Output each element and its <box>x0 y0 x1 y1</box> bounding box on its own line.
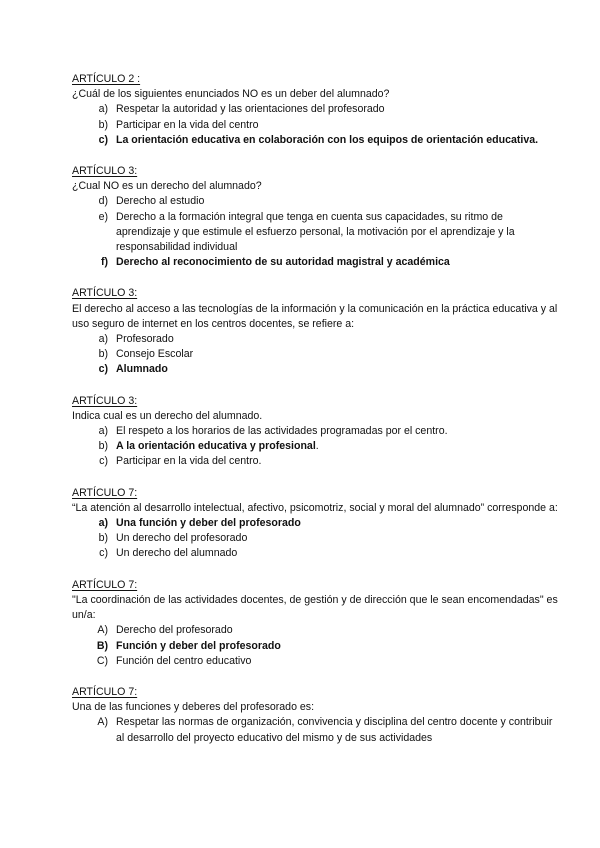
option-marker: a) <box>98 333 108 346</box>
option-item <box>90 347 560 362</box>
question-stem: ¿Cual NO es un derecho del alumnado? <box>72 180 262 193</box>
option-list <box>72 516 560 562</box>
option-item <box>90 194 560 209</box>
option-list <box>72 715 560 745</box>
option-marker: a) <box>98 103 108 116</box>
article-heading: ARTÍCULO 3: <box>72 287 138 300</box>
option-item <box>90 210 560 256</box>
option-item <box>90 102 560 117</box>
question-6 <box>72 578 560 669</box>
option-text: Un derecho del alumnado <box>116 547 238 560</box>
option-item <box>90 424 560 439</box>
option-text: Respetar las normas de organización, convivencia y disciplina del centro docente y contribuir al desarrollo del proyecto educativo del mismo y de sus actividades <box>116 716 553 744</box>
option-text: Una función y deber del profesorado <box>116 517 301 530</box>
option-marker: C) <box>96 654 108 667</box>
question-stem: Una de las funciones y deberes del profesorado es: <box>72 701 315 714</box>
option-text: El respeto a los horarios de las actividades programadas por el centro. <box>116 425 448 438</box>
option-text: Participar en la vida del centro <box>116 118 259 131</box>
question-stem: El derecho al acceso a las tecnologías de la información y la comunicación en la práctica educativa y al uso seguro de internet en los centros docentes, se refiere a: <box>72 302 558 330</box>
option-marker: A) <box>97 624 108 637</box>
option-list <box>72 194 560 270</box>
option-text: Función del centro educativo <box>116 654 252 667</box>
option-list <box>72 332 560 378</box>
option-item <box>90 454 560 469</box>
option-marker: a) <box>98 425 108 438</box>
option-marker: d) <box>98 195 108 208</box>
option-marker: A) <box>97 716 108 729</box>
option-item-correct <box>90 639 560 654</box>
option-list <box>72 623 560 669</box>
option-item-correct <box>90 516 560 531</box>
option-text: Derecho al estudio <box>116 195 205 208</box>
option-text: Un derecho del profesorado <box>116 532 248 545</box>
question-4 <box>72 394 560 470</box>
option-item <box>90 623 560 638</box>
option-item <box>90 546 560 561</box>
option-marker: e) <box>98 210 108 223</box>
question-5 <box>72 486 560 562</box>
option-text: La orientación educativa en colaboración con los equipos de orientación educativa. <box>116 133 539 146</box>
article-heading: ARTÍCULO 2 : <box>72 73 141 85</box>
option-item-correct <box>90 255 560 270</box>
option-text-suffix: . <box>315 440 319 453</box>
option-item-correct <box>90 133 560 148</box>
option-text-bold: A la orientación educativa y profesional <box>116 440 316 453</box>
option-text: Respetar la autoridad y las orientaciones del profesorado <box>116 103 385 116</box>
option-marker: c) <box>98 133 108 146</box>
question-stem: "La coordinación de las actividades docentes, de gestión y de dirección que le sean encomendadas" es un/a: <box>72 593 558 622</box>
option-marker: f) <box>100 256 108 269</box>
option-item <box>90 332 560 347</box>
option-marker: a) <box>98 517 108 530</box>
option-item-correct <box>90 439 560 454</box>
article-heading: ARTÍCULO 3: <box>72 394 138 407</box>
question-2 <box>72 164 560 270</box>
option-item <box>90 654 560 669</box>
question-stem: Indica cual es un derecho del alumnado. <box>72 409 263 422</box>
question-7 <box>72 685 560 746</box>
option-text: Derecho al reconocimiento de su autoridad magistral y académica <box>116 256 450 269</box>
question-3 <box>72 286 560 377</box>
option-item <box>90 715 560 745</box>
option-list <box>72 102 560 148</box>
option-text: Consejo Escolar <box>116 348 194 361</box>
option-marker: B) <box>96 639 108 652</box>
option-text: Derecho a la formación integral que tenga en cuenta sus capacidades, su ritmo de aprendizaje y que estimule el esfuerzo personal, la motivación por el aprendizaje y la responsabilidad individual <box>116 210 515 254</box>
option-item <box>90 531 560 546</box>
question-stem: “La atención al desarrollo intelectual, afectivo, psicomotriz, social y moral del alumnado” corresponde a: <box>72 501 558 514</box>
option-marker: b) <box>98 440 108 453</box>
question-stem: ¿Cuál de los siguientes enunciados NO es un deber del alumnado? <box>72 88 390 101</box>
option-text: Función y deber del profesorado <box>116 639 281 652</box>
option-marker: c) <box>99 547 108 560</box>
option-item <box>90 118 560 133</box>
article-heading: ARTÍCULO 7: <box>72 486 138 499</box>
option-marker: b) <box>98 532 108 545</box>
option-text: Participar en la vida del centro. <box>116 455 262 468</box>
option-marker: c) <box>98 363 108 376</box>
option-marker: b) <box>98 118 108 131</box>
option-text: Derecho del profesorado <box>116 624 233 637</box>
option-text <box>116 439 560 454</box>
option-text: Profesorado <box>116 333 174 346</box>
option-list <box>72 424 560 470</box>
article-heading: ARTÍCULO 3: <box>72 165 138 178</box>
article-heading: ARTÍCULO 7: <box>72 685 138 698</box>
option-item-correct <box>90 362 560 377</box>
option-marker: c) <box>99 455 108 468</box>
option-text: Alumnado <box>116 363 168 376</box>
option-marker: b) <box>98 348 108 361</box>
question-1 <box>72 72 560 148</box>
article-heading: ARTÍCULO 7: <box>72 578 138 591</box>
